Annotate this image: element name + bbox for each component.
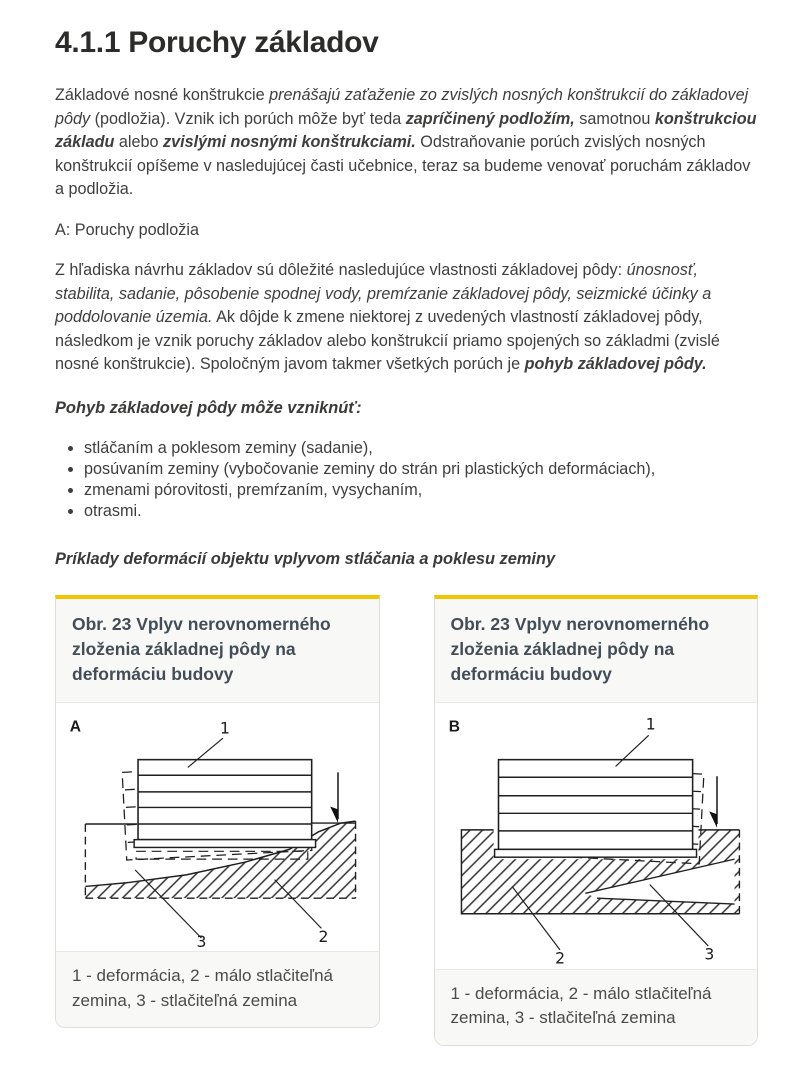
building-outline xyxy=(138,759,312,839)
intro-cause-1: zapríčinený podložím, xyxy=(405,109,575,128)
figure-legend: 1 - deformácia, 2 - málo stlačiteľná zemina, 3 - stlačiteľná zemina xyxy=(435,969,758,1045)
foundation-slab xyxy=(494,849,696,857)
list-item: • stláčaním a poklesom zeminy (sadanie), xyxy=(84,438,758,459)
intro-text: Odstraňovanie porúch zvislých nosných konštrukcií opíšeme v nasledujúcej časti učebnice, teraz sa budeme venovať poruchám základov a podložia. xyxy=(55,133,751,198)
figure-label-3: 3 xyxy=(703,945,714,964)
intro-text: Základové nosné konštrukcie xyxy=(55,86,270,104)
figure-caption: Obr. 23 Vplyv nerovnomerného zloženia základnej pôdy na deformáciu budovy xyxy=(56,599,379,703)
settlement-arrow-icon xyxy=(330,772,338,823)
settlement-arrow-icon xyxy=(709,776,717,828)
list-item: • zmenami pórovitosti, premŕzaním, vysychaním, xyxy=(84,480,758,501)
figure-b-diagram xyxy=(439,706,757,967)
movement-causes-list xyxy=(55,438,758,522)
figure-variant-label: B xyxy=(448,717,460,735)
figure-label-1: 1 xyxy=(645,714,656,733)
properties-text: Ak dôjde k zmene niektorej z uvedených vlastností základovej pôdy, následkom je vznik poruchy základov alebo konštrukcií priamo spojených so základmi (zvislé nosné konštrukcie). Spoločným javom takmer všetkých porúch je xyxy=(55,308,720,373)
figure-variant-label: A xyxy=(69,717,82,735)
intro-paragraph xyxy=(55,84,758,202)
figure-caption: Obr. 23 Vplyv nerovnomerného zloženia základnej pôdy na deformáciu budovy xyxy=(435,599,758,703)
intro-cause-3: zvislými nosnými konštrukciami. xyxy=(163,133,416,151)
properties-list: únosnosť, stabilita, sadanie, pôsobenie spodnej vody, premŕzanie základovej pôdy, seizmické účinky a poddolovanie územia. xyxy=(55,261,712,326)
intro-text: samotnou xyxy=(574,109,655,128)
figure-card-a xyxy=(55,595,380,1029)
figure-a-diagram xyxy=(60,706,378,950)
figure-card-b xyxy=(434,595,759,1046)
list-item: • posúvaním zeminy (vybočovanie zeminy do strán pri plastických deformáciach), xyxy=(84,459,758,480)
examples-lead: Príklady deformácií objektu vplyvom stláčania a poklesu zeminy xyxy=(55,549,556,568)
movement-lead: Pohyb základovej pôdy môže vzniknúť: xyxy=(55,398,362,417)
foundation-slab xyxy=(134,839,315,847)
figures-row xyxy=(55,595,758,1046)
intro-italic: prenášajú zaťaženie zo zvislých nosných konštrukcií do základovej pôdy xyxy=(55,86,749,128)
building-outline xyxy=(498,759,692,849)
list-item: • otrasmi. xyxy=(84,501,758,522)
figure-legend: 1 - deformácia, 2 - málo stlačiteľná zemina, 3 - stlačiteľná zemina xyxy=(56,951,379,1027)
properties-emphasis: pohyb základovej pôdy. xyxy=(524,355,707,373)
figure-label-2: 2 xyxy=(554,949,565,967)
figure-label-3: 3 xyxy=(196,932,207,950)
intro-text: (podložia). Vznik ich porúch môže byť teda xyxy=(90,109,406,128)
intro-text: alebo xyxy=(114,133,163,151)
intro-cause-2: konštrukciou základu xyxy=(55,109,757,151)
section-label: A: Poruchy podložia xyxy=(55,220,199,239)
figure-label-1: 1 xyxy=(219,718,230,737)
properties-text: Z hľadiska návrhu základov sú dôležité nasledujúce vlastnosti základovej pôdy: xyxy=(55,261,627,279)
figure-label-2: 2 xyxy=(318,927,329,946)
figure-image-b xyxy=(435,703,758,969)
figure-image-a xyxy=(56,703,379,952)
page-title: 4.1.1 Poruchy základov xyxy=(55,26,379,59)
properties-paragraph xyxy=(55,259,758,377)
